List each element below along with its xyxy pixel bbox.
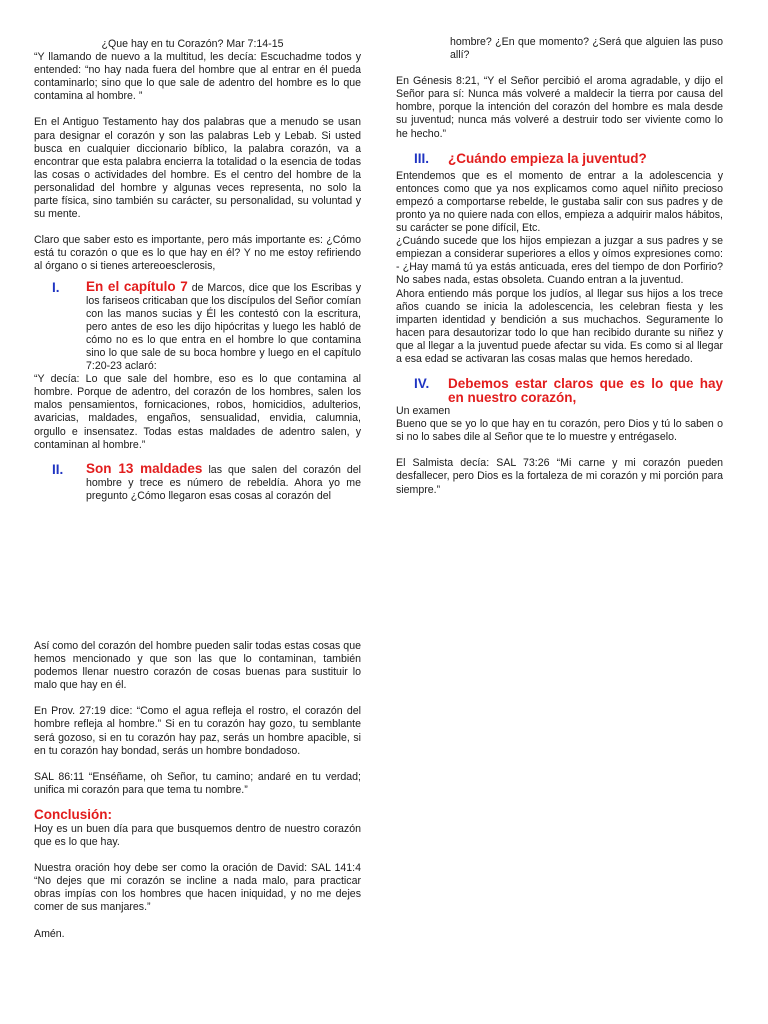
section-2-heading: Son 13 maldades <box>86 460 203 476</box>
section-2 <box>34 462 361 503</box>
closing-amen: Amén. <box>34 927 65 940</box>
left-column <box>34 38 361 503</box>
section-3 <box>396 151 723 166</box>
section-2-text: las que salen del corazón del hombre y trece es número de rebeldía. Ahora yo me pregunto ¿Cómo llegaron esas cosas al corazón del <box>86 463 362 502</box>
paragraph-psalm-86: SAL 86:11 “Enséñame, oh Señor, tu camino; andaré en tu verdad; unifica mi corazón para que tema tu nombre.” <box>34 770 361 796</box>
section-3-numeral: III. <box>414 150 430 166</box>
paragraph-conclusion: Hoy es un buen día para que busquemos dentro de nuestro corazón que es lo que hay. <box>34 822 361 849</box>
section-1-body <box>86 280 361 374</box>
left-column-lower <box>34 640 361 941</box>
paragraph-question: Claro que saber esto es importante, pero más importante es: ¿Cómo está tu corazón o que es lo que hay en él? Y no me estoy refiriendo al órgano o si tienes artereoesclerosis, <box>34 234 361 273</box>
paragraph-proverbs: En Prov. 27:19 dice: “Como el agua refleja el rostro, el corazón del hombre refleja al hombre.” Si en tu corazón hay gozo, tu semblante será gozoso, si en tu corazón hay paz, serás un hombre apacible, si en tu corazón hay bondad, serás un hombre bondadoso. <box>34 705 361 757</box>
paragraph-leb-lebab: En el Antiguo Testamento hay dos palabras que a menudo se usan para designar el corazón y son las palabras Leb y Lebab. Si usted busca en cualquier diccionario bíblico, la palabra corazón, va a encontrar que esta palabra encierra la totalidad o la esencia de todas las cosas o actividades del hombre. Es el centro del hombre de la personalidad del hombre y algunas veces representa, no solo la parte física, sino también su carácter, su personalidad, su voluntad y su mente. <box>34 116 361 221</box>
paragraph-prayer: Nuestra oración hoy debe ser como la oración de David: SAL 141:4 “No dejes que mi corazón se incline a nada malo, para practicar obras impías con los hombres que hacen iniquidad, y no me dejes comer de sus manjares.” <box>34 862 361 914</box>
paragraph-judge-parents: ¿Cuándo sucede que los hijos empiezan a juzgar a sus padres y se empiezan a considerar superiores a ellos y oímos expresiones como: - ¿Hay mamá tú ya estás anticuada, eres del tiempo de don Porfirio? No sabes nada, estas obsoleta. Cuando entran a la juventud. <box>396 235 723 287</box>
paragraph-genesis: En Génesis 8:21, “Y el Señor percibió el aroma agradable, y dijo el Señor para sí: Nunca más volveré a maldecir la tierra por causa del hombre, porque la intención del corazón del hombre es mala desde su juventud; nunca más volveré a destruir todo ser viviente como lo he hecho.” <box>396 75 723 140</box>
paragraph-exam: Un examen <box>396 405 451 418</box>
paragraph-jewish-custom: Ahora entiendo más porque los judíos, al llegar sus hijos a los trece años cuando se inicia la adolescencia, les celebran fiesta y les imparten identidad y bendición a sus muchachos. Seguramente lo hacen para desautorizar todo lo que han recibido durante su niñez y que al llegar a la juventud puede afectar su vida. Es como si al llegar a esa edad se activaran las cosas malas que hemos heredado. <box>396 287 723 365</box>
continuation-text: hombre? ¿En que momento? ¿Será que alguien las puso allí? <box>450 36 723 62</box>
paragraph-fill-heart: Así como del corazón del hombre pueden salir todas estas cosas que hemos mencionado y que son las que lo contaminan, también podemos llenar nuestro corazón de cosas buenas para sustituir lo malo que hay en él. <box>34 640 361 692</box>
section-1 <box>34 280 361 374</box>
paragraph-know-heart: Bueno que se yo lo que hay en tu corazón, pero Dios y tú lo saben o si no lo sabes dile al Señor que te lo muestre y entrégaselo. <box>396 418 723 444</box>
page-title: ¿Que hay en tu Corazón? Mar 7:14-15 <box>101 38 284 50</box>
section-4 <box>396 376 723 405</box>
section-1-text: de Marcos, dice que los Escribas y los fariseos criticaban que los discípulos del Señor comían con las manos sucias y Él les contestó con la escritura, pero antes de eso les dijo hipócritas y luego les habló de cómo no es lo que entra en el hombre lo que contamina sino lo que sale de su boca hombre y luego en el capítulo 7:20-23 aclaró: <box>86 281 361 373</box>
paragraph-adolescence: Entendemos que es el momento de entrar a la adolescencia y entonces como que ya nos explicamos como aquel niñito precioso empezó a comportarse rebelde, le gustaba salir con sus padres y de pronto ya no quiere nada con ellos, empieza a adquirir malos hábitos, su carácter se pone difícil, Etc. <box>396 169 723 235</box>
conclusion-heading: Conclusión: <box>34 806 112 822</box>
intro-quote: “Y llamando de nuevo a la multitud, les decía: Escuchadme todos y entended: “no hay nada fuera del hombre que al entrar en él pueda contaminarlo; sino que lo que sale de adentro del hombre es lo que contamina al hombre. ” <box>34 51 361 103</box>
section-4-numeral: IV. <box>414 376 430 392</box>
paragraph-psalm-73: El Salmista decía: SAL 73:26 “Mi carne y mi corazón pueden desfallecer, pero Dios es la fortaleza de mi corazón y mi porción para siempre.” <box>396 457 723 496</box>
section-1-heading: En el capítulo 7 <box>86 278 188 294</box>
section-2-numeral: II. <box>52 461 64 477</box>
section-4-heading: Debemos estar claros que es lo que hay en nuestro corazón, <box>448 376 723 406</box>
section-1-numeral: I. <box>52 279 60 295</box>
quote-mark-7-20: “Y decía: Lo que sale del hombre, eso es lo que contamina al hombre. Porque de adentro, del corazón de los hombres, salen los malos pensamientos, fornicaciones, robos, homicidios, adulterios, avaricias, maldades, engaños, sensualidad, envidia, calumnia, orgullo e insensatez. Todas estas maldades de adentro salen, y contaminan al hombre.” <box>34 373 361 451</box>
section-3-heading: ¿Cuándo empieza la juventud? <box>448 150 647 166</box>
section-2-body <box>86 462 361 503</box>
right-column <box>396 36 723 497</box>
